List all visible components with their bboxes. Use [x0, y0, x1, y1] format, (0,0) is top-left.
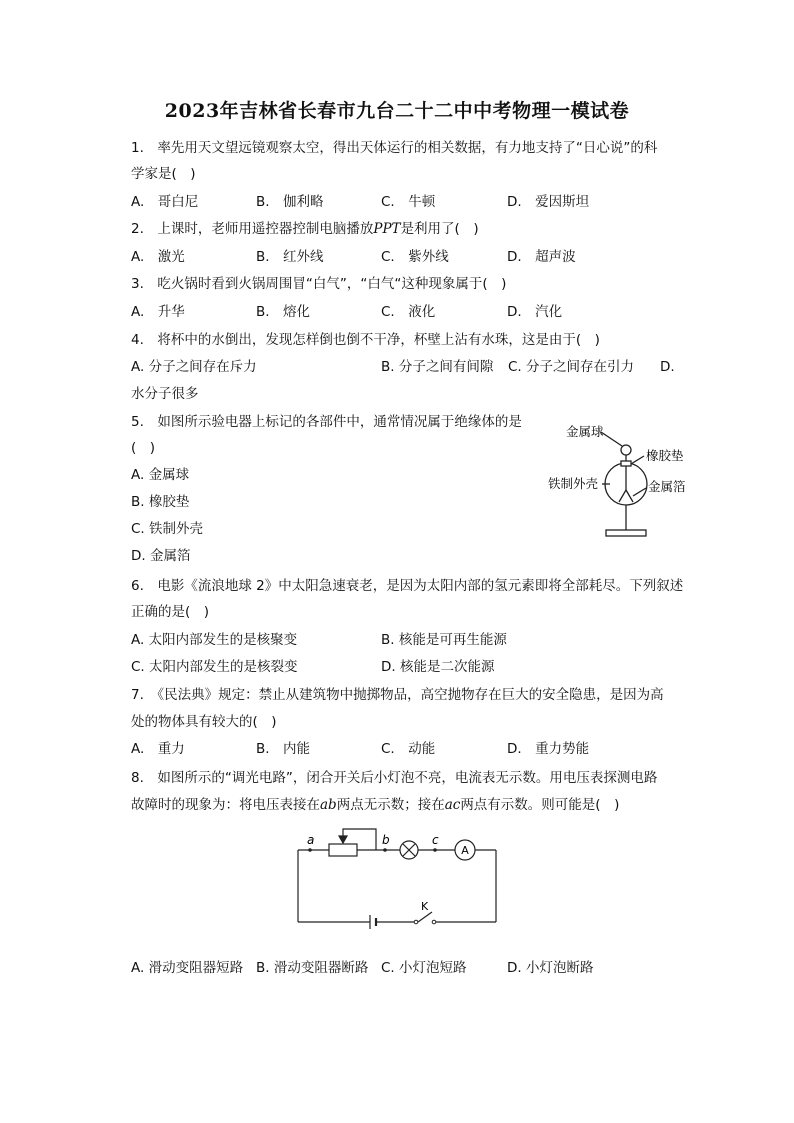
pad-leader-line — [631, 456, 644, 464]
q2-option-b: B. 红外线 — [256, 249, 324, 265]
q2-text-pre: 2. 上课时，老师用遥控器控制电脑播放 — [131, 221, 374, 237]
q8-line-2 — [131, 795, 619, 815]
q7-line-2: 处的物体具有较大的( ) — [131, 714, 277, 730]
q2-text-post: 是利用了( ) — [400, 221, 479, 237]
q1-option-c: C. 牛顿 — [381, 194, 436, 210]
q5-line-2: ( ) — [131, 440, 156, 456]
point-c-dot — [433, 848, 437, 852]
point-a-dot — [308, 848, 312, 852]
q5-option-a: A. 金属球 — [131, 467, 190, 483]
q8-ab: ab — [320, 797, 337, 813]
q8-line-1: 8. 如图所示的“调光电路”，闭合开关后小灯泡不亮，电流表无示数。用电压表探测电路 — [131, 770, 658, 786]
q2-ppt: PPT — [373, 221, 401, 237]
q6-option-d: D. 核能是二次能源 — [381, 659, 495, 675]
point-b-dot — [383, 848, 387, 852]
q7-line-1: 7. 《民法典》规定：禁止从建筑物中抛掷物品，高空抛物存在巨大的安全隐患，是因为高 — [131, 687, 664, 703]
q3-option-a: A. 升华 — [131, 304, 185, 320]
q5-option-b: B. 橡胶垫 — [131, 494, 190, 510]
exam-title: 2023年吉林省长春市九台二十二中中考物理一模试卷 — [164, 100, 630, 122]
label-metal-foil: 金属箔 — [648, 479, 686, 494]
q4-option-d-wrap: 水分子很多 — [131, 386, 199, 402]
q1-option-d: D. 爱因斯坦 — [507, 194, 590, 210]
q4-option-a: A. 分子之间存在斥力 — [131, 359, 257, 375]
q3-line-1: 3. 吃火锅时看到火锅周围冒“白气”，“白气“这种现象属于( ) — [131, 276, 507, 292]
label-c: c — [432, 833, 439, 847]
label-iron-case: 铁制外壳 — [548, 476, 599, 491]
foil-left — [619, 490, 626, 502]
label-metal-ball: 金属球 — [566, 424, 604, 439]
q8-option-d: D. 小灯泡断路 — [507, 960, 594, 976]
q1-option-b: B. 伽利略 — [256, 194, 324, 210]
q1-option-a: A. 哥白尼 — [131, 194, 199, 210]
foil-right — [626, 490, 633, 502]
slider-wire — [343, 829, 376, 850]
label-b: b — [382, 833, 390, 847]
q8-text-2: 两点无示数；接在 — [336, 797, 445, 813]
label-rubber-pad: 橡胶垫 — [646, 448, 684, 463]
q5-option-d: D. 金属箔 — [131, 548, 191, 564]
q4-option-c: C. 分子之间存在引力 — [508, 359, 635, 375]
q7-option-c: C. 动能 — [381, 741, 436, 757]
switch-contact-right — [432, 920, 436, 924]
rubber-pad-icon — [621, 461, 631, 466]
electroscope-figure — [540, 418, 700, 544]
label-ammeter: A — [461, 844, 469, 857]
metal-ball-icon — [621, 445, 631, 455]
q2-option-c: C. 紫外线 — [381, 249, 449, 265]
rheostat-icon — [329, 844, 357, 856]
q2-option-a: A. 激光 — [131, 249, 185, 265]
label-switch: K — [421, 900, 429, 913]
ball-leader-line — [601, 432, 622, 446]
q1-line-2: 学家是( ) — [131, 166, 196, 182]
q4-line-1: 4. 将杯中的水倒出，发现怎样倒也倒不干净，杯壁上沾有水珠，这是由于( ) — [131, 332, 600, 348]
q7-option-d: D. 重力势能 — [507, 741, 590, 757]
q6-option-b: B. 核能是可再生能源 — [381, 632, 507, 648]
q7-option-a: A. 重力 — [131, 741, 185, 757]
q2-line-1 — [131, 219, 479, 239]
q6-line-2: 正确的是( ) — [131, 604, 210, 620]
q7-option-b: B. 内能 — [256, 741, 311, 757]
q8-text-1: 故障时的现象为：将电压表接在 — [131, 797, 320, 813]
circuit-figure — [290, 826, 502, 930]
q3-option-b: B. 熔化 — [256, 304, 311, 320]
q8-option-a: A. 滑动变阻器短路 — [131, 960, 244, 976]
q4-option-d: D. — [660, 359, 675, 375]
label-a: a — [307, 833, 315, 847]
q6-option-a: A. 太阳内部发生的是核聚变 — [131, 632, 298, 648]
q8-text-3: 两点有示数。则可能是( ) — [460, 797, 620, 813]
q2-option-d: D. 超声波 — [507, 249, 576, 265]
q3-option-d: D. 汽化 — [507, 304, 563, 320]
q4-option-b: B. 分子之间有间隙 — [381, 359, 494, 375]
stand-base — [606, 530, 646, 536]
q8-option-b: B. 滑动变阻器断路 — [256, 960, 369, 976]
q6-line-1: 6. 电影《流浪地球 2》中太阳急速衰老，是因为太阳内部的氢元素即将全部耗尽。下列叙述 — [131, 578, 684, 594]
q8-option-c: C. 小灯泡短路 — [381, 960, 467, 976]
q6-option-c: C. 太阳内部发生的是核裂变 — [131, 659, 298, 675]
q3-option-c: C. 液化 — [381, 304, 436, 320]
switch-blade — [418, 912, 432, 922]
q8-ac: ac — [444, 797, 461, 813]
q5-line-1: 5. 如图所示验电器上标记的各部件中，通常情况属于绝缘体的是 — [131, 414, 522, 430]
q5-option-c: C. 铁制外壳 — [131, 521, 204, 537]
switch-contact-left — [414, 920, 418, 924]
slider-arrow-icon — [339, 836, 347, 843]
q1-line-1: 1. 率先用天文望远镜观察太空，得出天体运行的相关数据，有力地支持了“日心说”的科 — [131, 140, 658, 156]
